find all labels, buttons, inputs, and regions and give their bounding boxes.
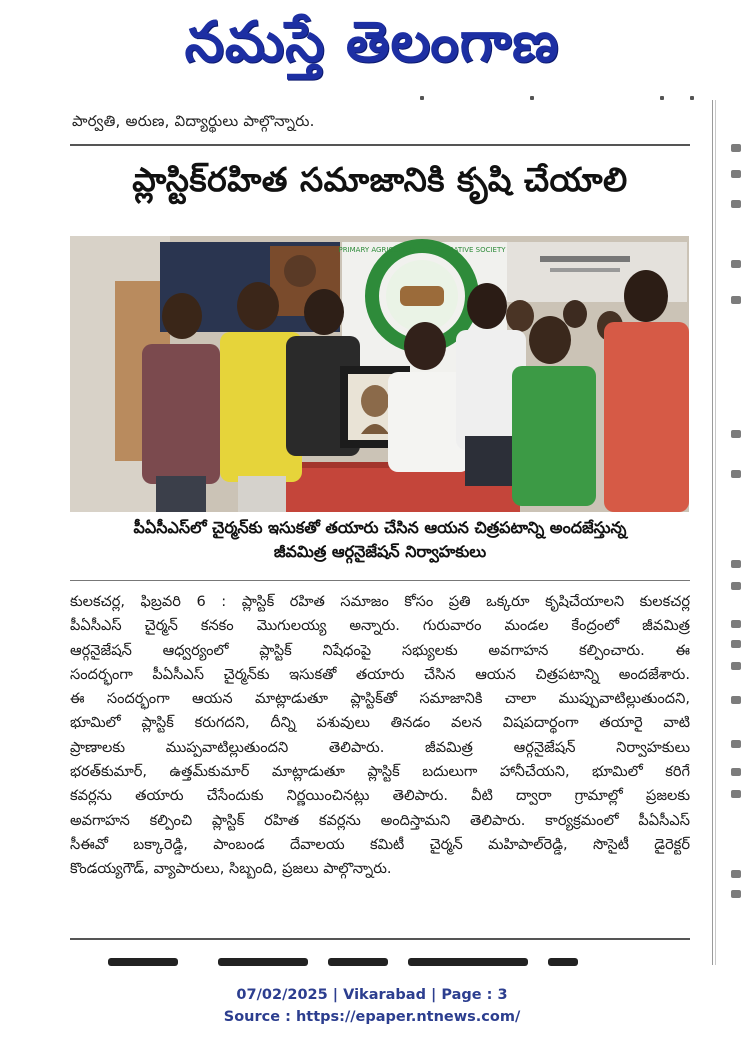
column-divider-secondary [715, 100, 716, 965]
section-rule-bottom [70, 938, 690, 940]
caption-divider [70, 580, 690, 581]
section-rule-top [70, 144, 690, 146]
body-line: సీఈవో బక్కారెడ్డి, పాంబండ దేవాలయ కమిటీ చైర్మన్ మహిపాల్‌రెడ్డి, సొసైటీ డైరెక్టర్ [70, 835, 690, 853]
body-line: సందర్భంగా పీఏసీఎస్ చైర్మన్‌కు ఇసుకతో తయారు చేసిన ఆయన చిత్రపటాన్ని అందజేశారు. [70, 665, 690, 683]
article-body [70, 590, 690, 882]
body-line: ఆర్గనైజేషన్ ఆధ్వర్యంలో ప్లాస్టిక్ నిషేధంపై సభ్యులకు అవగాహన కల్పించారు. ఈ [70, 641, 690, 659]
body-line: అవగాహన కల్పించి ప్లాస్టిక్ రహిత కవర్లను అందిస్తామని తెలిపారు. కార్యక్రమంలో పీఏసీఎస్ [70, 811, 690, 829]
body-line: కవర్లను తయారు చేసేందుకు నిర్ణయించినట్లు తెలిపారు. వీటి ద్వారా గ్రామాల్లో ప్రజలకు [70, 787, 690, 805]
masthead [0, 4, 744, 84]
body-line: కొండయ్యగౌడ్, వ్యాపారులు, సిబ్బంది, ప్రజలు పాల్గొన్నారు. [70, 860, 392, 878]
previous-article-cut-text [100, 96, 700, 102]
newspaper-title: నమస్తే తెలంగాణ [184, 10, 560, 75]
body-line: కులకచర్ల, ఫిబ్రవరి 6 : ప్లాస్టిక్ రహిత సమాజం కోసం ప్రతి ఒక్కరూ కృషిచేయాలని కులకచర్ల [70, 593, 690, 610]
adjacent-column-fragments [727, 100, 744, 960]
footer-date-edition: 07/02/2025 | Vikarabad | Page : 3 [236, 987, 508, 1003]
body-line: ప్రాణాలకు ముప్పవాటిల్లుతుందని తెలిపారు. జీవమిత్ర ఆర్గనైజేషన్ నిర్వాహకులు [70, 738, 690, 756]
footer-source: Source : https://epaper.ntnews.com/ [223, 1009, 521, 1025]
body-line: భూమిలో ప్లాస్టిక్ కరుగదని, దీన్ని పశువులు తినడం వలన విషపదార్థంగా తయారై వాటి [70, 714, 690, 732]
column-divider [712, 100, 713, 965]
photo-caption [70, 516, 690, 564]
body-line: భరత్‌కుమార్, ఉత్తమ్‌కుమార్ మాట్లాడుతూ ప్లాస్టిక్ బదులుగా హానీచేయని, భూమిలో కరిగే [70, 763, 690, 781]
body-line: ఈ సందర్భంగా ఆయన మాట్లాడుతూ ప్లాస్టిక్‌తో సమాజానికి చాలా ముప్పువాటిల్లుతుందని, [70, 690, 690, 708]
photo-caption-line-1: పీఏసీఎస్‌లో చైర్మన్‌కు ఇసుకతో తయారు చేసిన ఆయన చిత్రపటాన్ని అందజేస్తున్న [133, 518, 627, 537]
article-headline: ప్లాస్టిక్‌రహిత సమాజానికి కృషి చేయాలి [132, 160, 628, 199]
page-footer [0, 984, 744, 1028]
previous-article-tail: పార్వతి, అరుణ, విద్యార్థులు పాల్గొన్నారు. [72, 112, 315, 130]
body-line: పీఏసీఎస్ చైర్మన్ కనకం మొగులయ్య అన్నారు. గురువారం మండల కేంద్రంలో జీవమిత్ర [70, 617, 690, 635]
photo-caption-line-2: జీవమిత్ర ఆర్గనైజేషన్ నిర్వాహకులు [273, 542, 487, 561]
photo-banner-text: PRIMARY AGRICULTURE CO OPERATIVE SOCIETY [338, 246, 506, 254]
next-article-headline-fragment [108, 954, 578, 968]
article-photo [70, 236, 689, 512]
